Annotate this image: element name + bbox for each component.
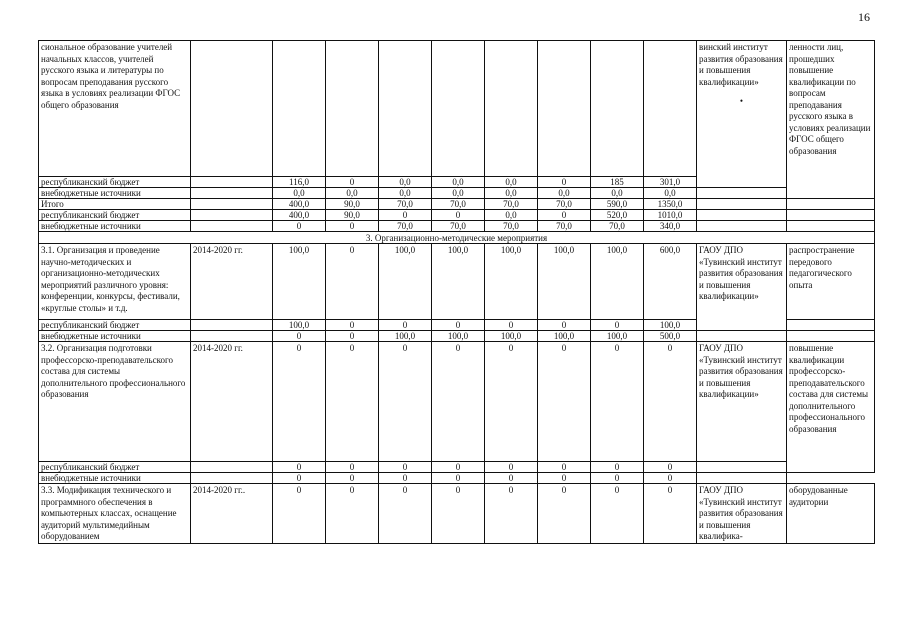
empty-cell: [787, 331, 875, 342]
measure-row: [39, 484, 875, 544]
period-cell: [191, 199, 273, 210]
empty-cell: [787, 199, 875, 210]
empty-cell: [697, 188, 787, 199]
period-cell: [191, 331, 273, 342]
table-row: [39, 221, 875, 232]
value-cell: 185: [591, 177, 644, 188]
value-cell: 0: [644, 484, 697, 544]
value-cell: 70,0: [379, 221, 432, 232]
value-cell: 0: [538, 177, 591, 188]
value-cell: 500,0: [644, 331, 697, 342]
value-cell: 100,0: [485, 331, 538, 342]
value-cell: 100,0: [273, 244, 326, 320]
value-cell: 0: [538, 462, 591, 473]
value-cell: 70,0: [538, 221, 591, 232]
value-cell: 0,0: [591, 188, 644, 199]
period-cell: [191, 221, 273, 232]
continued-row: [39, 41, 875, 177]
value-cell: 0: [591, 484, 644, 544]
executor-cell: ГАОУ ДПО «Тувинский институт развития образования и повышения квалификации»: [697, 244, 787, 331]
table-row: [39, 188, 875, 199]
value-cell: 0: [591, 462, 644, 473]
value-cell: 70,0: [379, 199, 432, 210]
row-label: внебюджетные источники: [39, 221, 191, 232]
value-cell: 400,0: [273, 199, 326, 210]
measure-name: сиональное образование учителей начальных классов, учителей русского языка и литературы по вопросам преподавания русского языка в условиях реализации ФГОС общего образования: [39, 41, 191, 177]
measure-name: 3.2. Организация подготовки профессорско-преподавательского состава для системы дополнительного профессионального образования: [39, 342, 191, 462]
value-cell: 0: [379, 462, 432, 473]
value-cell: 0: [379, 210, 432, 221]
period-cell: 2014-2020 гг.: [191, 342, 273, 462]
section-row: [39, 232, 875, 244]
value-cell: 0,0: [379, 177, 432, 188]
value-cell: 0: [326, 320, 379, 331]
value-cell: 0: [326, 462, 379, 473]
value-cell: [273, 41, 326, 177]
value-cell: [432, 41, 485, 177]
row-label: внебюджетные источники: [39, 473, 191, 484]
value-cell: 0: [432, 462, 485, 473]
value-cell: 0: [591, 342, 644, 462]
table-body: [39, 41, 875, 544]
value-cell: 0: [273, 462, 326, 473]
section-title: 3. Организационно-методические мероприятия: [39, 232, 875, 244]
value-cell: 0: [273, 331, 326, 342]
value-cell: 70,0: [591, 221, 644, 232]
value-cell: 0,0: [326, 188, 379, 199]
value-cell: 0,0: [538, 188, 591, 199]
value-cell: 0: [644, 462, 697, 473]
value-cell: [379, 41, 432, 177]
page-number: 16: [858, 10, 870, 24]
empty-cell: [697, 331, 787, 342]
table-row: [39, 210, 875, 221]
value-cell: 0: [485, 462, 538, 473]
value-cell: 0: [485, 320, 538, 331]
value-cell: 0: [644, 473, 697, 484]
value-cell: 520,0: [591, 210, 644, 221]
table-row: [39, 199, 875, 210]
period-cell: [191, 188, 273, 199]
value-cell: 0: [432, 320, 485, 331]
value-cell: 0: [591, 473, 644, 484]
value-cell: 0: [432, 484, 485, 544]
measure-name: 3.3. Модификация технического и программного обеспечения в компьютерных классах, оснащение аудиторий мультимедийным оборудованием: [39, 484, 191, 544]
value-cell: 0,0: [485, 188, 538, 199]
value-cell: 600,0: [644, 244, 697, 320]
value-cell: 0: [538, 342, 591, 462]
value-cell: 0: [273, 221, 326, 232]
value-cell: 0,0: [432, 177, 485, 188]
period-cell: [191, 41, 273, 177]
value-cell: 0: [379, 320, 432, 331]
value-cell: 100,0: [538, 244, 591, 320]
value-cell: 0: [326, 244, 379, 320]
table-row: [39, 462, 875, 473]
period-cell: 2014-2020 гг..: [191, 484, 273, 544]
value-cell: 116,0: [273, 177, 326, 188]
value-cell: 100,0: [379, 244, 432, 320]
executor-cell: ГАОУ ДПО «Тувинский институт развития образования и повышения квалифика-: [697, 484, 787, 544]
row-label: республиканский бюджет: [39, 320, 191, 331]
period-cell: [191, 320, 273, 331]
value-cell: 0: [326, 221, 379, 232]
value-cell: [538, 41, 591, 177]
value-cell: 100,0: [538, 331, 591, 342]
value-cell: 0: [273, 473, 326, 484]
value-cell: 0: [326, 473, 379, 484]
row-label: республиканский бюджет: [39, 210, 191, 221]
value-cell: 0,0: [379, 188, 432, 199]
executor-cell: [697, 41, 787, 188]
value-cell: 0: [326, 177, 379, 188]
value-cell: 0,0: [485, 210, 538, 221]
value-cell: 100,0: [379, 331, 432, 342]
value-cell: 0,0: [644, 188, 697, 199]
table-row: [39, 473, 875, 484]
value-cell: 0,0: [273, 188, 326, 199]
empty-cell: [787, 210, 875, 221]
value-cell: 0: [432, 342, 485, 462]
value-cell: [644, 41, 697, 177]
value-cell: 0: [644, 342, 697, 462]
empty-cell: [787, 221, 875, 232]
value-cell: 0: [538, 484, 591, 544]
value-cell: 100,0: [485, 244, 538, 320]
executor-text: винский институт развития образования и повышения квалификации»: [699, 42, 783, 87]
row-label: внебюджетные источники: [39, 331, 191, 342]
value-cell: 0: [273, 342, 326, 462]
measure-row: [39, 342, 875, 462]
value-cell: 100,0: [432, 244, 485, 320]
empty-cell: [697, 199, 787, 210]
value-cell: [591, 41, 644, 177]
period-cell: 2014-2020 гг.: [191, 244, 273, 320]
value-cell: 301,0: [644, 177, 697, 188]
value-cell: 0: [326, 342, 379, 462]
executor-mark: •: [739, 96, 744, 106]
row-label: республиканский бюджет: [39, 462, 191, 473]
program-table: [38, 40, 875, 544]
value-cell: 0: [379, 484, 432, 544]
value-cell: 90,0: [326, 210, 379, 221]
value-cell: 0: [326, 331, 379, 342]
period-cell: [191, 210, 273, 221]
empty-cell: [697, 221, 787, 232]
result-cell: оборудованные аудитории: [787, 484, 875, 544]
value-cell: 0: [273, 484, 326, 544]
row-label: Итого: [39, 199, 191, 210]
value-cell: 0: [538, 473, 591, 484]
empty-cell: [697, 210, 787, 221]
empty-cell: [697, 473, 787, 484]
empty-cell: [787, 320, 875, 331]
table-row: [39, 331, 875, 342]
result-cell: ленности лиц, прошедших повышение квалификации по вопросам преподавания русского языка в условиях реализации ФГОС общего образования: [787, 41, 875, 199]
value-cell: 0: [485, 342, 538, 462]
value-cell: 340,0: [644, 221, 697, 232]
value-cell: 0: [326, 484, 379, 544]
value-cell: 100,0: [273, 320, 326, 331]
result-cell: распространение передового педагогического опыта: [787, 244, 875, 320]
value-cell: 0,0: [485, 177, 538, 188]
value-cell: 100,0: [591, 244, 644, 320]
value-cell: 0: [432, 210, 485, 221]
row-label: внебюджетные источники: [39, 188, 191, 199]
value-cell: 400,0: [273, 210, 326, 221]
value-cell: 70,0: [485, 199, 538, 210]
value-cell: 90,0: [326, 199, 379, 210]
value-cell: 70,0: [538, 199, 591, 210]
period-cell: [191, 177, 273, 188]
value-cell: 0: [485, 484, 538, 544]
period-cell: [191, 473, 273, 484]
empty-cell: [697, 462, 787, 473]
value-cell: 0,0: [432, 188, 485, 199]
measure-name: 3.1. Организация и проведение научно-методических и организационно-методических мероприятий различного уровня: конференции, конкурсы, фестивали, «круглые столы» и т.д.: [39, 244, 191, 320]
value-cell: 70,0: [485, 221, 538, 232]
value-cell: [326, 41, 379, 177]
measure-row: [39, 244, 875, 320]
value-cell: 100,0: [432, 331, 485, 342]
value-cell: 1350,0: [644, 199, 697, 210]
value-cell: 0: [432, 473, 485, 484]
value-cell: 100,0: [644, 320, 697, 331]
value-cell: [485, 41, 538, 177]
value-cell: 0: [379, 473, 432, 484]
value-cell: 100,0: [591, 331, 644, 342]
value-cell: 0: [538, 210, 591, 221]
executor-cell: ГАОУ ДПО «Тувинский институт развития образования и повышения квалификации»: [697, 342, 787, 462]
value-cell: 0: [379, 342, 432, 462]
row-label: республиканский бюджет: [39, 177, 191, 188]
period-cell: [191, 462, 273, 473]
value-cell: 70,0: [432, 199, 485, 210]
value-cell: 0: [591, 320, 644, 331]
value-cell: 590,0: [591, 199, 644, 210]
value-cell: 1010,0: [644, 210, 697, 221]
result-cell: повышение квалификации профессорско-преподавательского состава для системы дополнительного профессионального образования: [787, 342, 875, 473]
value-cell: 0: [538, 320, 591, 331]
value-cell: 0: [485, 473, 538, 484]
value-cell: 70,0: [432, 221, 485, 232]
